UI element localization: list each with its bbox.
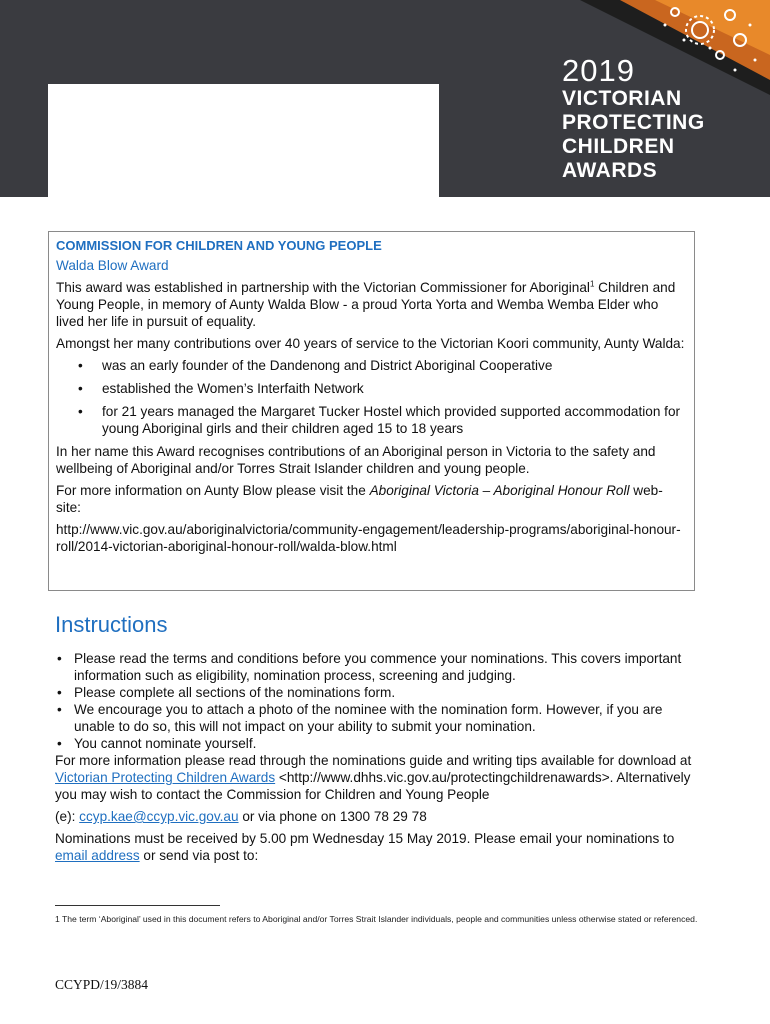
contributions-list [56,357,687,437]
email-address-link[interactable]: email address [55,848,140,863]
page-header [0,0,770,197]
award-description-box [48,231,695,591]
logo-placeholder-box [48,84,439,197]
title-year: 2019 [562,53,635,88]
email-link[interactable]: ccyp.kae@ccyp.vic.gov.au [79,809,239,824]
instructions-section [55,650,705,869]
honour-roll-url: http://www.vic.gov.au/aboriginalvictoria/community-engagement/leadership-programs/aboriginal-honour-roll/2014-victorian-aboriginal-honour-roll/walda-blow.html [56,522,681,554]
footnote-divider [55,905,220,906]
list-item: • You cannot nominate yourself. [74,735,705,752]
title-line: VICTORIAN [562,87,682,110]
awards-title [562,55,705,183]
instructions-heading: Instructions [55,612,168,637]
title-line: CHILDREN [562,135,675,158]
title-line: PROTECTING [562,111,705,134]
list-item: • Please complete all sections of the nominations form. [74,684,705,701]
list-item: • Please read the terms and conditions before you commence your nominations. This covers important information such as eligibility, nomination process, screening and judging. [74,650,705,684]
list-item: • for 21 years managed the Margaret Tucker Hostel which provided supported accommodation for young Aboriginal girls and their children aged 15 to 18 years [102,403,687,437]
title-line: AWARDS [562,159,658,182]
footnote-ref: 1 [589,279,595,289]
recognition-paragraph: In her name this Award recognises contributions of an Aboriginal person in Victoria to the safety and wellbeing of Aboriginal and/or Torres Strait Islander children and young people. [56,444,656,476]
contributions-paragraph: Amongst her many contributions over 40 years of service to the Victorian Koori community, Aunty Walda: [56,336,685,351]
award-name: Walda Blow Award [56,258,169,273]
org-heading: COMMISSION FOR CHILDREN AND YOUNG PEOPLE [56,238,382,253]
more-info-text: For more information please read through the nominations guide and writing tips available for download at Victorian Protecting Children Awards <http://www.dhhs.vic.gov.au/protectingchildrenawards>. Alternatively you may wish to contact the Commission for Children and Young People [55,753,692,802]
list-item: • established the Women’s Interfaith Network [102,380,687,397]
contact-line: (e): ccyp.kae@ccyp.vic.gov.au or via phone on 1300 78 29 78 [55,809,427,824]
awards-link[interactable]: Victorian Protecting Children Awards [55,770,276,785]
footnote: 1 The term ‘Aboriginal’ used in this document refers to Aboriginal and/or Torres Strait Islander individuals, people and communities unless otherwise stated or referenced. [55,914,698,924]
award-intro-paragraph: This award was established in partnership with the Victorian Commissioner for Aboriginal$^1$ Children and Young People, in memory of Aunty Walda Blow - a proud Yorta Yorta and Wemba Wemba Elder who lived her life in pursuit of equality. [56,279,676,329]
instructions-list [55,650,705,752]
deadline-text: Nominations must be received by 5.00 pm Wednesday 15 May 2019. Please email your nominations to email address or send via post to: [55,831,675,863]
list-item: • We encourage you to attach a photo of the nominee with the nomination form. However, if you are unable to do so, this will not impact on your ability to submit your nomination. [74,701,705,735]
more-info-paragraph: For more information on Aunty Blow please visit the Aboriginal Victoria – Aboriginal Honour Roll web-site: [56,483,663,515]
document-number: CCYPD/19/3884 [55,977,149,992]
list-item: • was an early founder of the Dandenong and District Aboriginal Cooperative [102,357,687,374]
